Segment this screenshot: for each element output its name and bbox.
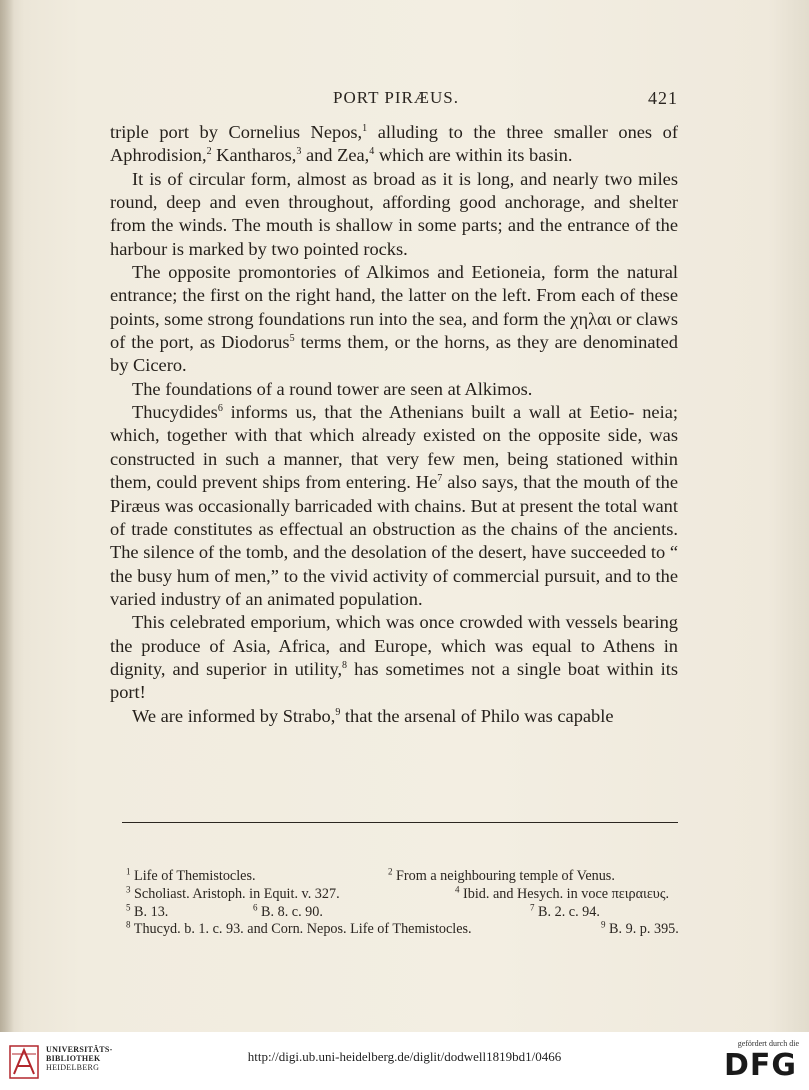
text-run: natural entrance; the first on the right hand, the latter on the — [110, 262, 678, 306]
footnote-row — [126, 921, 682, 939]
footnote-text: Scholiast. Aristoph. in Equit. v. 327. — [130, 885, 340, 902]
footnote-text: B. 8. c. 90. — [257, 903, 323, 920]
footnotes — [126, 868, 682, 939]
text-run: This celebrated emporium, which was once crowded with vessels — [132, 612, 618, 633]
footnote-number: 3 — [126, 884, 131, 895]
library-name-line1: UNIVERSITÄTS- — [46, 1045, 113, 1054]
page-number: 421 — [648, 88, 678, 108]
text-run: side, was constructed in such a manner, that very few men, being — [110, 425, 678, 469]
text-run: alluding to the three smaller ones — [367, 122, 653, 142]
text-run: bearing the produce of Asia, Africa, and Europe, which was equal — [110, 612, 678, 656]
text-run: of Aphrodision, — [110, 122, 678, 166]
text-run: triple port by Cornelius Nepos, — [110, 122, 363, 142]
footnote-row — [126, 868, 682, 886]
footnote-mark: 5 — [289, 332, 295, 344]
footnote-number: 1 — [126, 866, 131, 877]
body-text — [110, 121, 678, 728]
text-run: neia; which, together with that which already existed on the opposite — [110, 402, 678, 446]
text-run: We are informed by Strabo, — [132, 705, 336, 726]
footnote-rule — [122, 822, 678, 823]
footnote-mark: 7 — [437, 473, 443, 485]
text-run: says, that the mouth of the Piræus was occasionally barricaded with — [110, 472, 678, 516]
footnote — [388, 868, 615, 886]
footnote-row — [126, 886, 682, 904]
footnote — [126, 886, 340, 904]
paragraph — [110, 611, 678, 704]
footnote-row — [126, 901, 682, 922]
footnote-mark: 1 — [362, 122, 368, 134]
page-spine-shadow — [0, 0, 14, 1032]
footnote-mark: 2 — [206, 146, 212, 158]
library-name-line2: BIBLIOTHEK — [46, 1054, 101, 1063]
footnote-mark: 6 — [217, 403, 223, 414]
text-run: hum of men,” to the vivid activity of commercial pursuit, and to — [176, 565, 651, 586]
footnote-text: B. 13. — [130, 903, 169, 920]
text-run: tomb, and the desolation of the desert, have succeeded to “ the busy — [110, 542, 678, 586]
footnote — [253, 901, 323, 922]
text-run: the sea, and form the χηλαι or claws of the port, as Diodorus — [110, 308, 678, 353]
footnote-text: From a neighbouring temple of Venus. — [392, 868, 615, 884]
text-run: single boat within its port! — [110, 658, 678, 703]
footnote-number: 6 — [253, 901, 258, 912]
text-run: also — [442, 472, 477, 493]
paragraph — [110, 401, 678, 611]
text-run: miles round, deep and even throughout, affording good anchorage, — [110, 168, 678, 213]
footnote — [126, 901, 169, 922]
text-run: has sometimes not a — [347, 658, 510, 679]
footnote — [530, 901, 600, 922]
footnote-text: Ibid. and Hesych. in voce πειραιευς. — [459, 885, 669, 902]
footnote-mark: 4 — [369, 146, 375, 158]
text-run: them, or the horns, as they are denominated by Cicero. — [110, 332, 678, 376]
footnote-text: B. 9. p. 395. — [605, 921, 679, 938]
text-run: informs us, that the Athenians built a wall at Eetio- — [222, 402, 635, 423]
library-name-line3: HEIDELBERG — [46, 1063, 100, 1072]
footnote-number: 4 — [455, 884, 460, 895]
running-head-title: PORT PIRÆUS. — [333, 88, 459, 107]
text-run: terms — [294, 332, 342, 353]
footnote-mark: 8 — [342, 659, 348, 671]
text-run: The foundations of a round tower are seen at Alkimos. — [132, 378, 533, 399]
paragraph — [110, 168, 678, 261]
footnote-text: B. 2. c. 94. — [534, 903, 600, 920]
footnote — [455, 886, 669, 904]
paragraph — [110, 261, 678, 378]
text-run: Thucydides — [132, 402, 218, 423]
footnote-mark: 3 — [296, 146, 302, 158]
footnote — [601, 921, 679, 939]
text-run: and shelter from the winds. The mouth is shallow in some parts; — [110, 192, 678, 236]
footnote-mark: 9 — [335, 706, 341, 718]
sponsor-caption: gefördert durch die — [737, 1039, 799, 1048]
footnote-number: 5 — [126, 901, 131, 912]
footnote-number: 2 — [388, 866, 393, 877]
text-run: Kantharos, — [211, 145, 297, 166]
text-run: which are within its basin. — [374, 145, 573, 166]
footnote-number: 7 — [530, 901, 535, 912]
footnote-text: Thucyd. b. 1. c. 93. and Corn. Nepos. Life of Themistocles. — [130, 921, 472, 938]
footnote — [126, 868, 256, 886]
footnote-text: Life of Themistocles. — [130, 868, 256, 884]
running-head — [112, 88, 680, 114]
text-run: an obstruction as the chains of the ancients. The silence of the — [110, 518, 678, 563]
text-run: that the arsenal of Philo was capable — [340, 705, 614, 726]
footnote-number: 8 — [126, 919, 131, 930]
text-run: stationed within them, could prevent ships from entering. He — [110, 448, 678, 493]
paragraph — [110, 705, 678, 728]
text-run: and the entrance of the harbour is marked by two pointed rocks. — [110, 215, 678, 259]
footnote — [126, 921, 472, 939]
text-run: to Athens in dignity, and superior in utility, — [110, 635, 678, 679]
dfg-logo[interactable]: DFG — [723, 1048, 797, 1083]
text-run: The opposite promontories of Alkimos and Eetioneia, form the — [132, 262, 620, 283]
paragraph — [110, 121, 678, 168]
text-run: It is of circular form, almost as broad as it is long, and nearly two — [132, 168, 633, 189]
footnote-number: 9 — [601, 919, 606, 930]
paragraph — [110, 378, 678, 401]
text-run: the varied industry of an animated population. — [110, 565, 678, 609]
text-run: left. From each of these points, some strong foundations run into — [110, 285, 678, 329]
text-run: and Zea, — [301, 145, 370, 166]
permalink-url[interactable]: http://digi.ub.uni-heidelberg.de/diglit/dodwell1819bd1/0466 — [247, 1049, 562, 1064]
text-run: chains. But at present the total want of trade constitutes as effectual — [110, 495, 678, 539]
